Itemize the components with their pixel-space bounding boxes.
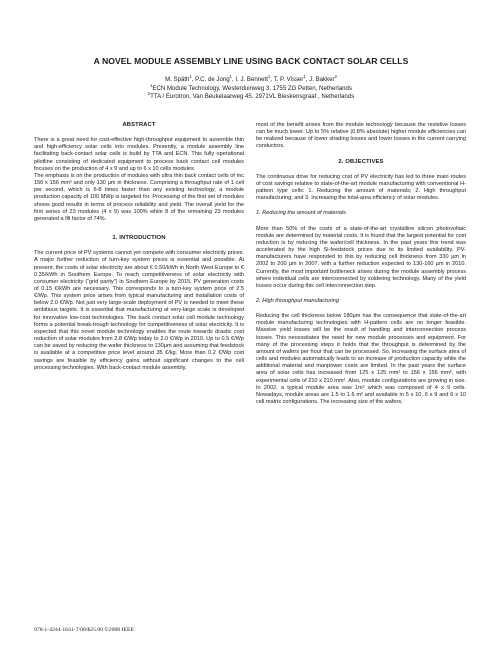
author-de-jong: , P.C. de Jong xyxy=(191,76,230,83)
objectives-paragraph: The continuous drive for reducing cost of PV electricity has led to three main routes of cost savings relative to state-of-the-art module manufacturing with conventional H-pattern type cells: 1. Reducing the amount of materials; 2. High throughput manufacturing; and 3. Increasing the total-area efficiency of solar modules. xyxy=(256,173,466,202)
author-visser: , T. P. Visser xyxy=(270,76,304,83)
affiliation-tta xyxy=(0,90,502,101)
right-column xyxy=(256,122,466,414)
introduction-paragraph: The current price of PV systems cannot yet compete with consumer electricity prices. A major further reduction of turn-key system prices is essential and possible. At present, the costs of solar electricity are about € 0.50/kWh in North West Europe to € 0.35/kWh in Southern Europe. To reach competitiveness of solar electricity with consumer electricity (“grid parity”) in Southern Europe by 2015, PV generation costs of 0.15 €/kWh are necessary. This corresponds to a turn-key system price of 2.5 €/Wp. This system price arises from typical manufacturing and installation costs of below 2.0 €/Wp. Not just very large-scale deployment of PV is needed to meet these ambitious targets. It is essential that manufacturing at very-large scale is developed for innovative low-cost technologies. The back contact solar cell module technology forms a potential break-trough technology for competitiveness of solar electricity. It is expected that this novel module technology enables the route towards drastic cost reduction of solar modules from 2.8 €/Wp today to 2.0 €/Wp in 2010. Up to 0.5 €/Wp can be saved by reducing the wafer thickness to 130µm and assuming that feedstock is available at a competitive price level around 35 €/kg. More than 0.2 €/Wp cost savings are feasible by efficiency gains without significant changes to the cell processing technologies. With back-contact module assembly, xyxy=(34,250,244,371)
affiliation-text: TTA / Eurotron, Van Beukelaarweg 45. 2971VL Bleskensgraaf , Netherlands xyxy=(150,93,355,100)
abstract-heading: ABSTRACT xyxy=(122,122,156,128)
paper-title: A NOVEL MODULE ASSEMBLY LINE USING BACK CONTACT SOLAR CELLS xyxy=(93,56,409,66)
materials-subheading: 1. Reducing the amount of materials xyxy=(256,210,346,217)
affil-mark: 1 xyxy=(229,73,232,79)
affil-mark: 1 xyxy=(267,73,271,79)
affiliation-ecn xyxy=(0,82,502,93)
throughput-paragraph: Reducing the cell thickness below 180µm has the consequence that state-of-the-art module manufacturing technologies with H-pattern cells are no longer feasible. Massive yield losses will be the result of handling and interconnection process losses. This necessitates the need for new module processes and equipment. For many of the processing steps it holds that the throughput is determined by the amount of wafers per hour that can be processed. So, increasing the surface area of cells and modules automatically leads to an increase of production capacity while the additional material and manpower costs are limited. In the past years the surface area of solar cells has increased from 125 x 125 mm² to 156 x 156 mm², with experimental cells of 210 x 210 mm². Also, module configurations are growing in size. In 2002, a typical module area was 1m² which was composed of 4 x 9 cells. Nowadays, module areas are 1.5 to 1.6 m² and available in 5 x 10, 6 x 9 and 6 x 10 cell matrix configurations. The increasing size of the wafers, xyxy=(256,313,466,405)
affil-mark: 1 xyxy=(303,73,306,79)
affiliation-text: ECN Module Technology, Westerduinweg 3, 1755 ZG Petten, Netherlands xyxy=(152,85,352,92)
materials-paragraph: More than 50% of the costs of a state-of-the-art crystalline silicon photovoltaic module are determined by material costs. It is found that the largest potential for cost reduction is by reducing the wafer/cell thickness. In the past years this trend was accelerated by the high Si-feedstock prices due to its limited availability. PV-manufacturers have responded to this by reducing cell thickness from 330 µm in 2002 to 200 µm in 2007, with a further reduction expected to 130-160 µm in 2010. Currently, the most important bottleneck arises during the module assembly process where individual cells are interconnected by soldering technology. Many of the yield losses occur during this cell interconnection step. xyxy=(256,225,466,289)
affil-mark: 1 xyxy=(150,82,153,88)
introduction-heading: 1. INTRODUCTION xyxy=(112,235,166,242)
abstract-paragraph: The emphasis is on the production of modules with ultra thin back contact cells of mc 156 x 156 mm² and only 130 µm in thickness. Comprising a throughput rate of 1 cell per second, which is 6-8 times faster than any existing technology, a module production capacity of 100 MWp is targeted for. Processing of the first set of modules shows good results in terms of process reliability and yield. The overall yield for the first series of 23 modules (4 x 9) was 100% while 8 of the remaining 23 modules generated a fill factor of 74%. xyxy=(34,172,244,222)
copyright-footer: 978-1-4244-1641-7/08/$25.00 ©2008 IEEE xyxy=(34,627,134,633)
affil-mark: 1 xyxy=(189,73,192,79)
author-bakker: , J. Bakker xyxy=(305,76,335,83)
affil-mark: 2 xyxy=(334,73,337,79)
introduction-paragraph: most of the benefit arises from the module technology because the resistive losses can be much lower. Up to 5% relative (0.8% absolute) higher module efficiencies can be realized because of lower shading losses and lower losses in the current carrying conductors. xyxy=(256,122,466,150)
author-list xyxy=(0,73,502,84)
author-bennett: , I. J. Bennett xyxy=(231,76,268,83)
objectives-heading: 2. OBJECTIVES xyxy=(338,158,384,165)
abstract-paragraph: There is a great need for cost-effective high-throughput equipment to assemble thin and high-efficiency solar cells into modules. Presently, a module assembly line facilitating back-contact solar cells is build by TTA and ECN. This fully operational pilotline consisting of dedicated equipment to process back contact cell modules focuses on the production of 4 x 9 and up to 6 x 10 cells modules. xyxy=(34,137,244,172)
left-column xyxy=(34,122,244,380)
throughput-subheading: 2. High throughput manufacturing xyxy=(256,297,340,304)
author-spath: M. Späth xyxy=(165,76,190,83)
affil-mark: 2 xyxy=(147,90,151,96)
